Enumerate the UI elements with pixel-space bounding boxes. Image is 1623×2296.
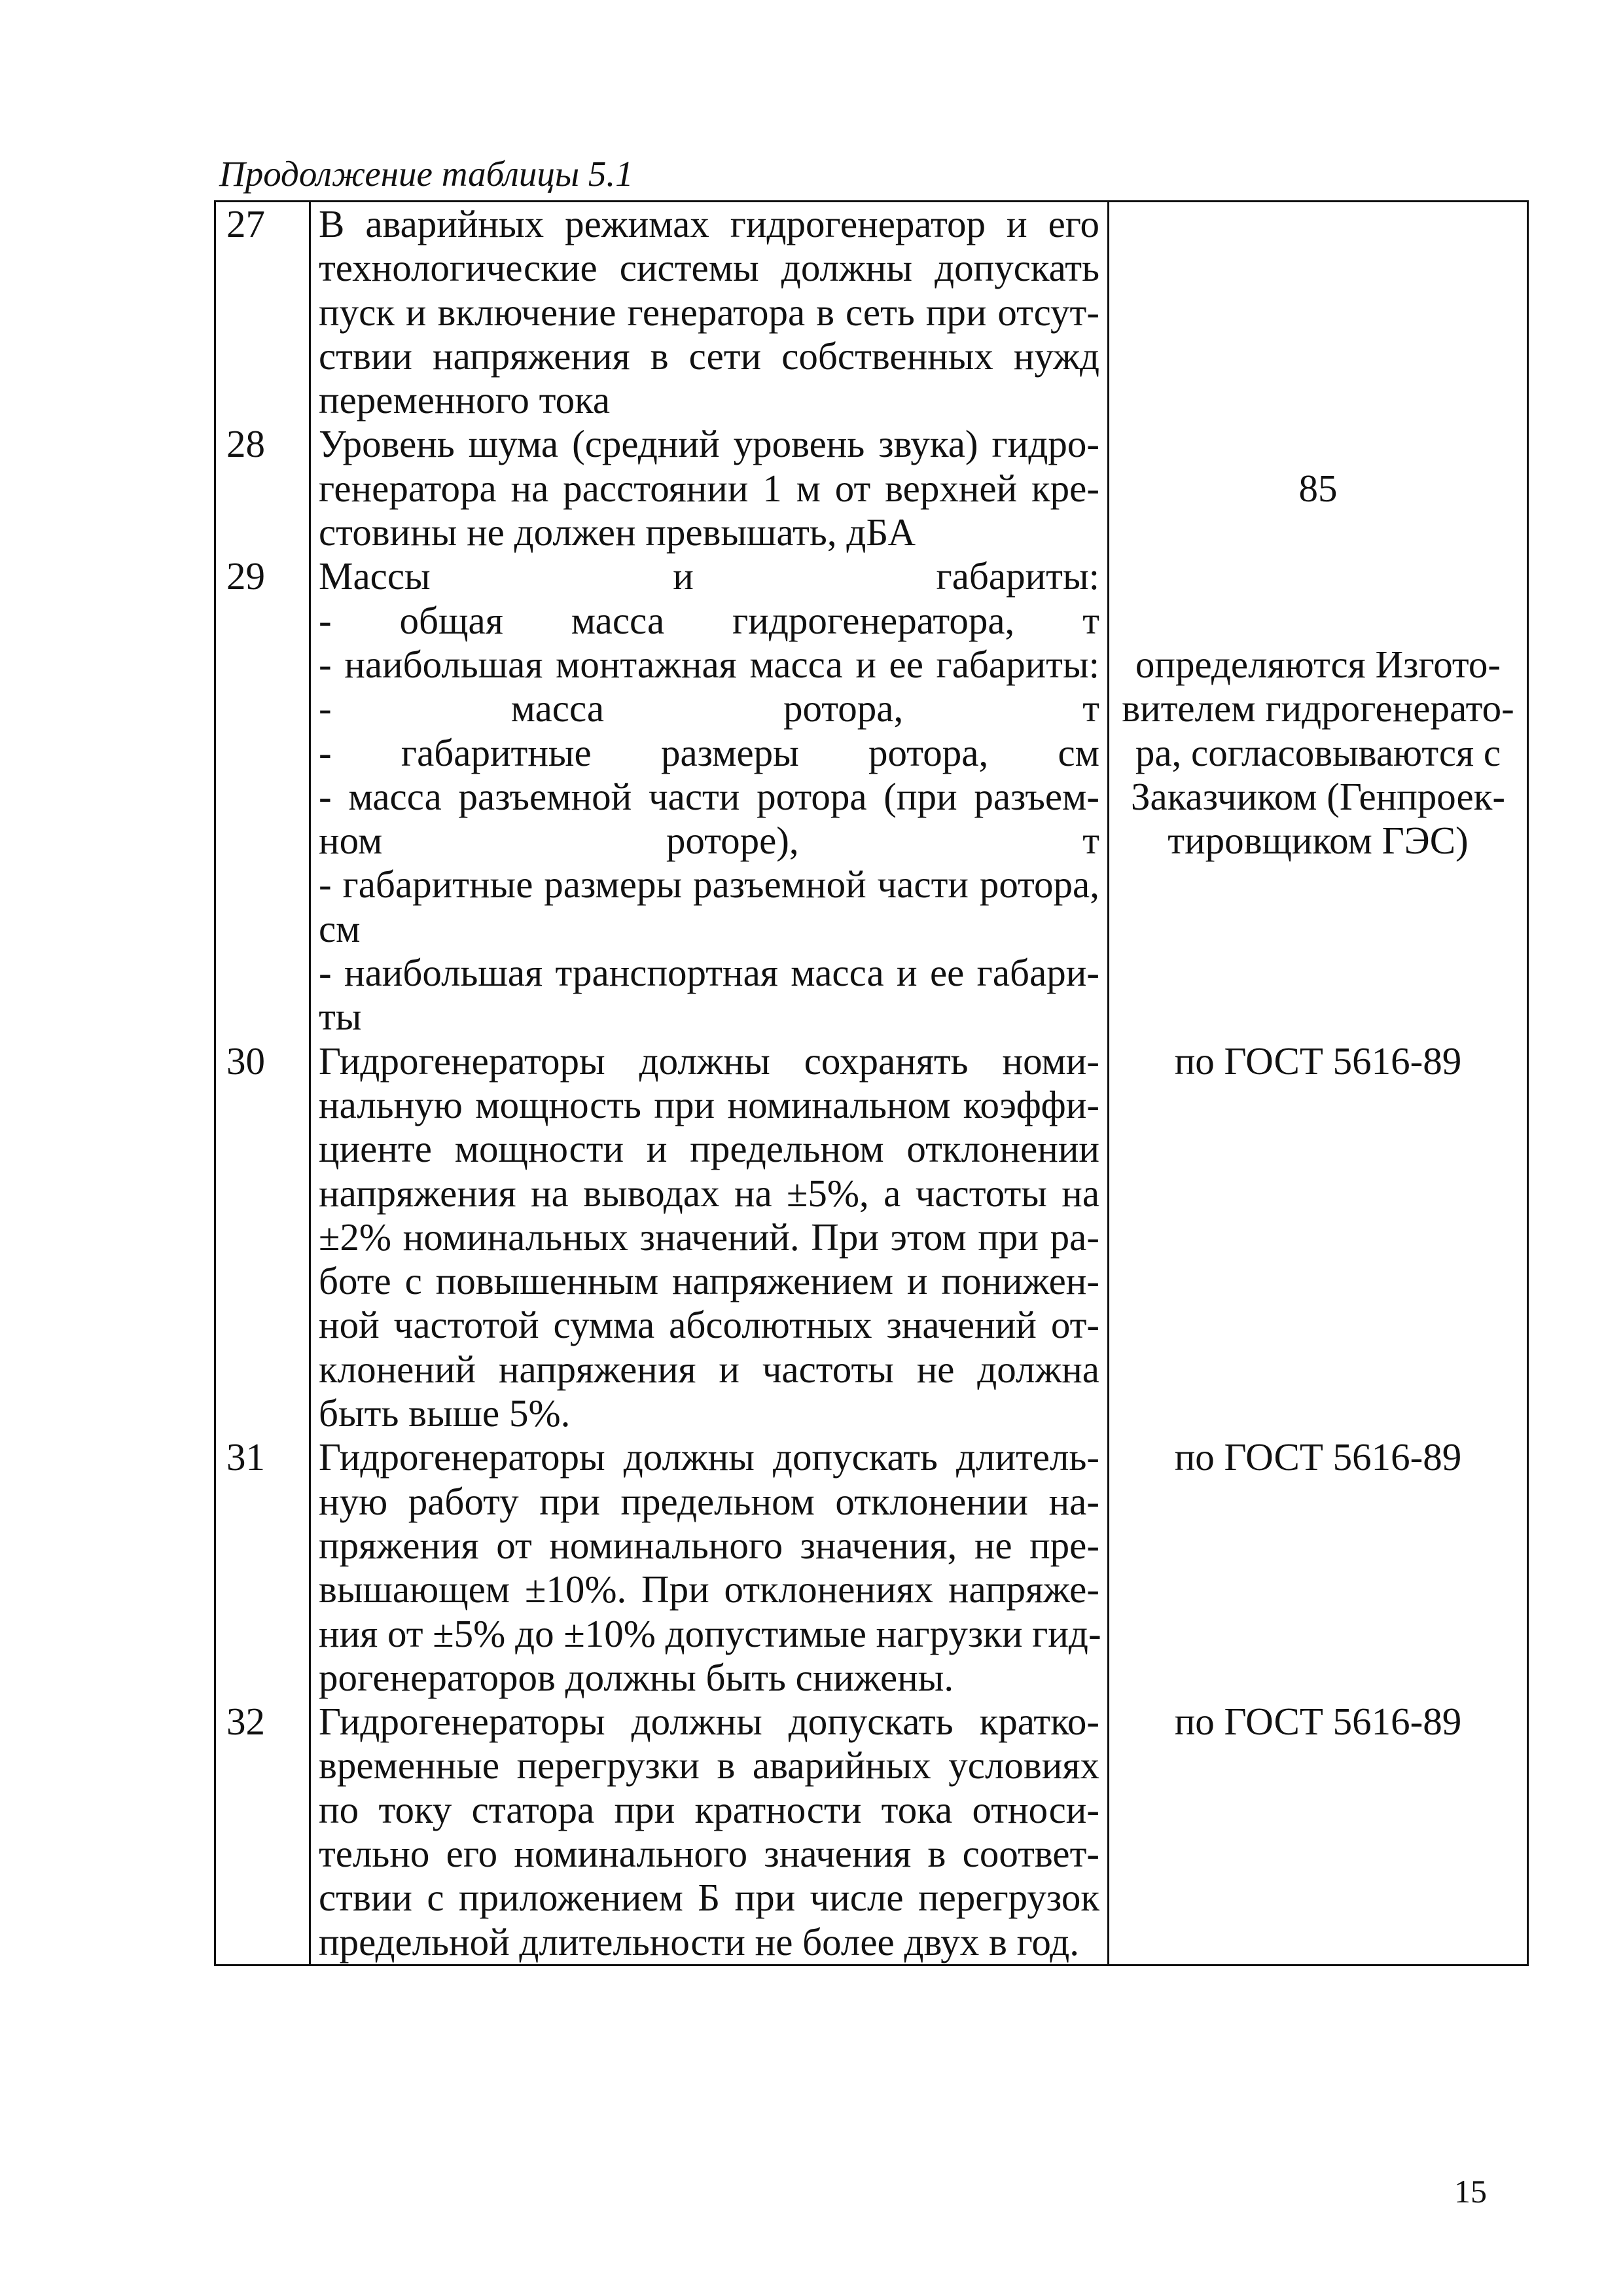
row-number: 32 [215,1700,310,1965]
row-number: 29 [215,554,310,1039]
value-line: ра, согласовываются с [1135,730,1501,774]
description-line: - масса ротора, т [319,687,1099,730]
description-line: - масса разъемной части ротора (при разъем- [319,774,1099,818]
row-number: 30 [215,1039,310,1436]
description-line: Гидрогенераторы должны допускать кратко- [319,1700,1099,1744]
value-line: тировщиком ГЭС) [1168,819,1469,863]
description-line: стовины не должен превышать, дБА [319,511,916,554]
row-number: 31 [215,1435,310,1700]
value-line: по ГОСТ 5616-89 [1174,1700,1462,1744]
description-line: боте с повышенным напряжением и понижен- [319,1259,1099,1303]
description-line: - габаритные размеры ротора, см [319,730,1099,774]
description-line: ной частотой сумма абсолютных значений от- [319,1303,1099,1347]
description-line: генератора на расстоянии 1 м от верхней кре- [319,466,1099,510]
description-line: предельной длительности не более двух в год. [319,1920,1079,1964]
row-value [1109,202,1528,423]
description-line: Уровень шума (средний уровень звука) гидро- [319,422,1099,466]
table-row [215,554,1528,1039]
row-number: 28 [215,422,310,554]
description-line: - наибольшая транспортная масса и ее габари- [319,951,1099,995]
description-line: клонений напряжения и частоты не должна [319,1347,1099,1391]
row-value [1109,1700,1528,1965]
value-line: определяются Изгото- [1135,642,1501,686]
description-line: вышающем ±10%. При отклонениях напряже- [319,1568,1099,1611]
row-value [1109,422,1528,554]
description-line: напряжения на выводах на ±5%, а частоты на [319,1171,1099,1215]
row-description [310,1039,1109,1436]
value-line: Заказчиком (Генпроек- [1130,774,1506,818]
value-line: по ГОСТ 5616-89 [1174,1039,1462,1083]
description-line: ±2% номинальных значений. При этом при ра- [319,1215,1099,1259]
row-description [310,1700,1109,1965]
value-line: по ГОСТ 5616-89 [1174,1435,1462,1479]
requirements-table [214,200,1529,1966]
description-line: - общая масса гидрогенератора, т [319,598,1099,642]
value-line: вителем гидрогенерато- [1122,687,1514,730]
description-line: Гидрогенераторы должны допускать длитель- [319,1435,1099,1479]
value-line: 85 [1298,466,1338,510]
row-description [310,202,1109,423]
row-value [1109,554,1528,1039]
description-line: ния от ±5% до ±10% допустимые нагрузки гид- [319,1611,1101,1655]
table-row [215,1435,1528,1700]
row-description [310,422,1109,554]
row-value [1109,1039,1528,1436]
description-line: технологические системы должны допускать [319,246,1099,290]
description-line: ствии напряжения в сети собственных нужд [319,334,1099,378]
description-line: нальную мощность при номинальном коэффи- [319,1083,1099,1126]
page-number: 15 [1454,2173,1487,2210]
description-line: Гидрогенераторы должны сохранять номи- [319,1039,1099,1083]
description-line: ную работу при предельном отклонении на- [319,1479,1099,1523]
row-description [310,1435,1109,1700]
description-line: - габаритные размеры разъемной части ротора, [319,863,1099,906]
table-row [215,202,1528,423]
description-line: тельно его номинального значения в соответ- [319,1831,1099,1875]
description-line: - наибольшая монтажная масса и ее габариты: [319,642,1099,686]
row-number: 27 [215,202,310,423]
description-line: ты [319,995,362,1039]
description-line: ствии с приложением Б при числе перегрузок [319,1876,1099,1920]
description-line: см [319,906,361,950]
description-line: быть выше 5%. [319,1391,571,1435]
table-row [215,1039,1528,1436]
description-line: переменного тока [319,378,611,422]
description-line: рогенераторов должны быть снижены. [319,1655,954,1699]
table-caption: Продолжение таблицы 5.1 [219,154,633,194]
description-line: ном роторе), т [319,819,1099,863]
description-line: пряжения от номинального значения, не пре- [319,1523,1099,1567]
description-line: циенте мощности и предельном отклонении [319,1127,1099,1171]
row-description [310,554,1109,1039]
description-line: Массы и габариты: [319,554,1099,598]
table-row [215,422,1528,554]
description-line: пуск и включение генератора в сеть при отсут- [319,290,1099,334]
description-line: по току статора при кратности тока относи- [319,1787,1099,1831]
description-line: В аварийных режимах гидрогенератор и его [319,202,1099,245]
row-value [1109,1435,1528,1700]
table-row [215,1700,1528,1965]
description-line: временные перегрузки в аварийных условиях [319,1744,1099,1787]
